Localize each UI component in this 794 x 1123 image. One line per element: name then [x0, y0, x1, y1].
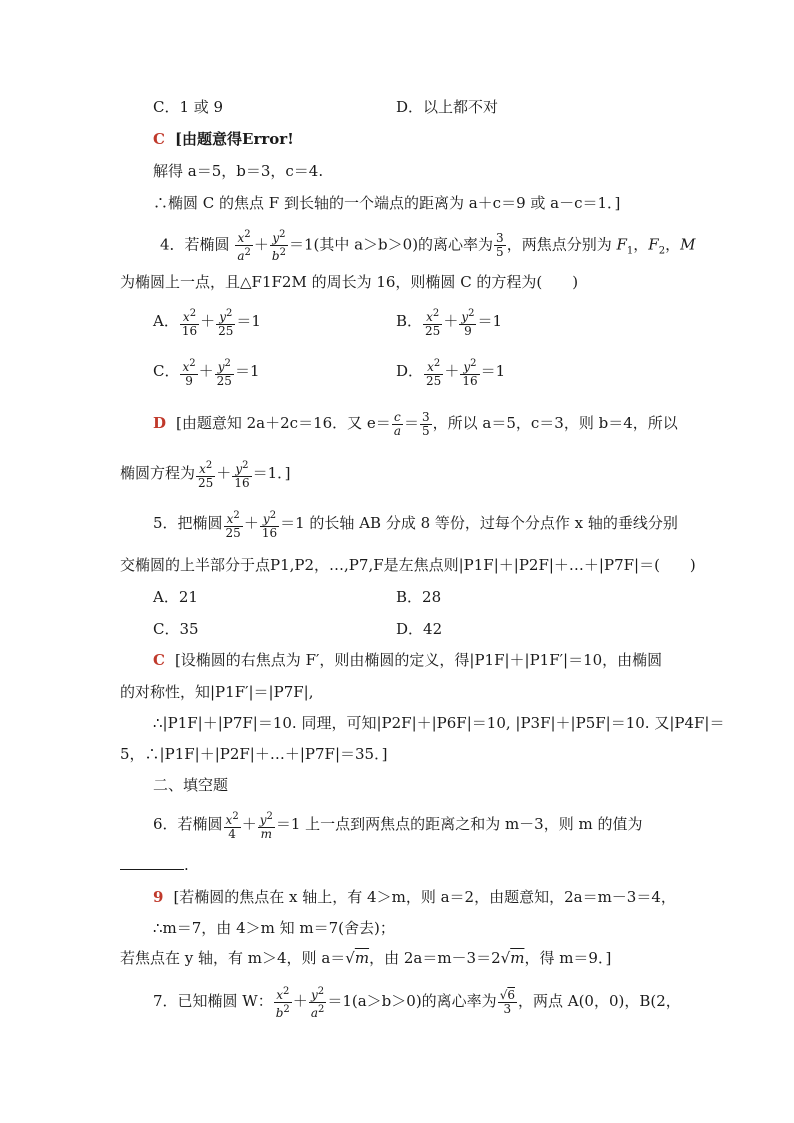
q4-option-c-label: C． — [153, 362, 180, 380]
q7-line1: 7．已知椭圆 W： $\frac{x^2}{b^2}$ ＋ $\frac{y^2}{a^2}$ ＝1(a＞b＞0)的离心率为 $\frac{√6}{3}$ ，两点 A(0，0)，B(2， — [153, 985, 681, 1020]
q4-option-b: B． $\frac{x^2}{25}$ ＋ $\frac{y^2}{9}$ ＝1 — [396, 307, 503, 338]
q6-answer-line1 — [153, 887, 676, 907]
frac: $\frac{c}{a}$ — [393, 409, 401, 438]
q5-line1: 5．把椭圆 $\frac{x^2}{25}$ ＋ $\frac{y^2}{16}$ ＝1 的长轴 AB 分成 8 等份，过每个分点作 x 轴的垂线分别 — [153, 509, 678, 540]
frac: $\frac{y^2}{25}$ — [218, 307, 234, 338]
section-heading: 二、填空题 — [153, 776, 229, 794]
q4-answer-text2b: ＝1．] — [252, 464, 291, 482]
q3-answer-line3: ∴椭圆 C 的焦点 F 到长轴的一个端点的距离为 a＋c＝9 或 a－c＝1．] — [153, 194, 621, 212]
q6-answer-line3: 若焦点在 y 轴，有 m＞4，则 a＝√m，由 2a＝m－3＝2√m，得 m＝9．] — [120, 949, 612, 967]
frac: $\frac{√6}{3}$ — [499, 987, 515, 1016]
frac: $\frac{x^2}{25}$ — [225, 509, 241, 540]
frac: $\frac{y^2}{16}$ — [462, 357, 478, 388]
q5-answer-line1 — [153, 650, 662, 670]
q4-prefix: 4．若椭圆 — [160, 235, 230, 254]
q6-line1: 6．若椭圆 $\frac{x^2}{4}$ ＋ $\frac{y^2}{m}$ ＝1 上一点到两焦点的距离之和为 m－3，则 m 的值为 — [153, 810, 643, 841]
q5-option-c: C．35 — [153, 620, 199, 638]
q3-answer-letter: C — [153, 130, 165, 148]
q4-answer-letter: D — [153, 414, 167, 432]
q6-answer-text1: [若椭圆的焦点在 x 轴上，有 4＞m，则 a＝2，由题意知，2a＝m－3＝4， — [173, 888, 676, 906]
q4-line1: 4．若椭圆 $\frac{x^2}{a^2}$ ＋ $\frac{y^2}{b^2}$ ＝1(其中 a＞b＞0)的离心率为 $\frac{3}{5}$ ，两焦点分别为 $F_1$，$F_2$，M — [160, 229, 696, 263]
eq: ＝1 — [480, 362, 506, 380]
q6-line2 — [120, 855, 189, 875]
q4-option-d: D． $\frac{x^2}{25}$ ＋ $\frac{y^2}{16}$ ＝1 — [396, 357, 506, 388]
q6-answer-letter: 9 — [153, 888, 164, 906]
q5-answer-line2: 的对称性，知|P1F′|＝|P7F|, — [120, 683, 314, 701]
q6-answer-text3c: ，得 m＝9．] — [524, 949, 612, 967]
q3-answer-text1: [由题意得Error! — [174, 130, 294, 148]
frac: $\frac{y^2}{16}$ — [261, 509, 278, 540]
frac: $\frac{x^2}{9}$ — [182, 357, 196, 388]
q4-frac-x: $\frac{x^2}{a^2}$ — [237, 229, 251, 263]
q4-condition: ＝1(其中 a＞b＞0)的离心率为 — [288, 235, 494, 254]
q5-answer-text1: [设椭圆的右焦点为 F′，则由椭圆的定义，得|P1F|＋|P1F′|＝10，由椭圆 — [174, 651, 663, 669]
q6-prefix: 6．若椭圆 — [153, 815, 223, 833]
q4-frac-e: $\frac{3}{5}$ — [496, 231, 504, 259]
frac: $\frac{x^2}{25}$ — [426, 357, 442, 388]
q4-option-a: A． $\frac{x^2}{16}$ ＋ $\frac{y^2}{25}$ ＝1 — [153, 307, 261, 338]
sqrt-m: m — [510, 949, 525, 967]
q4-option-b-label: B． — [396, 312, 423, 330]
frac: $\frac{y^2}{25}$ — [216, 357, 232, 388]
q4-frac-y: $\frac{y^2}{b^2}$ — [271, 229, 286, 263]
q7-text1c: ，两点 A(0，0)，B(2， — [517, 992, 681, 1010]
q4-answer-line2: 椭圆方程为 $\frac{x^2}{25}$ ＋ $\frac{y^2}{16}$ ＝1．] — [120, 459, 291, 490]
frac: $\frac{x^2}{25}$ — [425, 307, 441, 338]
eq: ＝1 — [236, 312, 261, 330]
q4-answer-text1a: [由题意知 2a＋2c＝16．又 e＝ — [176, 414, 391, 432]
q4-answer-line1: D [由题意知 2a＋2c＝16．又 e＝ $\frac{c}{a}$ ＝ $\frac{3}{5}$ ，所以 a＝5，c＝3，则 b＝4，所以 — [153, 409, 678, 438]
answer-blank[interactable] — [120, 869, 184, 870]
q4-answer-text1b: ，所以 a＝5，c＝3，则 b＝4，所以 — [432, 414, 678, 432]
q3-answer-line1 — [153, 129, 294, 149]
frac: $\frac{x^2}{b^2}$ — [275, 985, 290, 1020]
q5-option-a: A．21 — [153, 588, 198, 606]
frac: $\frac{x^2}{16}$ — [181, 307, 198, 338]
q5-option-b: B．28 — [396, 588, 442, 606]
q7-text1b: ＝1(a＞b＞0)的离心率为 — [327, 992, 497, 1010]
q3-answer-line2: 解得 a＝5，b＝3，c＝4. — [153, 162, 324, 180]
frac: $\frac{y^2}{16}$ — [234, 459, 250, 490]
frac: $\frac{x^2}{25}$ — [198, 459, 214, 490]
frac: $\frac{y^2}{9}$ — [461, 307, 475, 338]
eq: ＝1 — [477, 312, 503, 330]
eq: ＝1 — [234, 362, 260, 380]
frac: $\frac{x^2}{4}$ — [225, 810, 239, 841]
q5-option-d: D．42 — [396, 620, 443, 638]
q7-prefix: 7．已知椭圆 W： — [153, 992, 273, 1010]
q5-prefix: 5．把椭圆 — [153, 514, 223, 532]
frac: $\frac{3}{5}$ — [421, 409, 430, 438]
q4-answer-text2a: 椭圆方程为 — [120, 464, 196, 482]
q6-answer-line2: ∴m＝7，由 4＞m 知 m＝7(舍去)； — [153, 919, 395, 937]
q4-line2: 为椭圆上一点，且△F1F2M 的周长为 16，则椭圆 C 的方程为( ) — [120, 273, 579, 291]
q4-option-c: C． $\frac{x^2}{9}$ ＋ $\frac{y^2}{25}$ ＝1 — [153, 357, 260, 388]
q6-period: . — [184, 856, 189, 874]
q5-answer-letter: C — [153, 651, 165, 669]
sqrt-m: m — [354, 949, 370, 967]
frac: $\frac{y^2}{a^2}$ — [310, 985, 325, 1020]
q5-text1b: ＝1 的长轴 AB 分成 8 等份，过每个分点作 x 轴的垂线分别 — [280, 514, 678, 532]
q5-answer-line3: ∴|P1F|＋|P7F|＝10. 同理，可知|P2F|＋|P6F|＝10, |P3F|＋|P5F|＝10. 又|P4F|＝ — [153, 714, 725, 732]
q3-option-c: C．1 或 9 — [153, 98, 224, 116]
q6-answer-text3b: ，由 2a＝m－3＝2 — [369, 949, 501, 967]
frac: $\frac{y^2}{m}$ — [259, 810, 273, 841]
q6-text1b: ＝1 上一点到两焦点的距离之和为 m－3，则 m 的值为 — [275, 815, 643, 833]
q6-answer-text3a: 若焦点在 y 轴，有 m＞4，则 a＝ — [120, 949, 346, 967]
q4-option-a-label: A． — [153, 312, 179, 330]
q4-option-d-label: D． — [396, 362, 424, 380]
q5-line2: 交椭圆的上半部分于点P1,P2，…,P7,F是左焦点则|P1F|＋|P2F|＋…＋|P7F|＝( ) — [120, 556, 696, 574]
q3-option-d: D．以上都不对 — [396, 98, 499, 116]
q5-answer-line4: 5，∴|P1F|＋|P2F|＋…＋|P7F|＝35．] — [120, 745, 388, 763]
